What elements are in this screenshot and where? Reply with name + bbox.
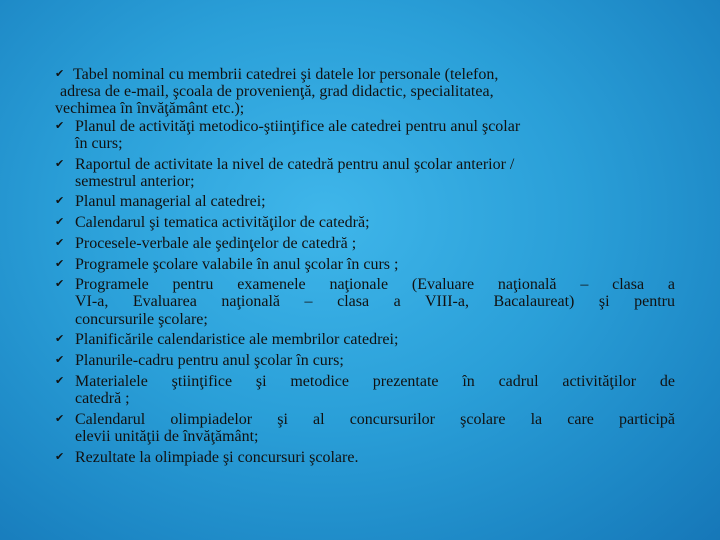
checkmark-bullet-icon: ✔ [55,67,65,80]
item-line: Procesele-verbale ale şedinţelor de catedră ; [75,234,357,252]
list-item [55,449,675,466]
intro-line-3: vechimea în învăţământ etc.); [55,100,245,118]
list-item [55,256,675,273]
item-line: Programele pentru examenele naţionale (Evaluare naţională – clasa a [75,276,675,294]
checkmark-bullet-icon: ✔ [55,353,65,367]
checkmark-bullet-icon: ✔ [55,215,65,229]
item-line: Materialele ştiinţifice şi metodice prezentate în cadrul activităţilor de [75,372,675,390]
checkmark-bullet-icon: ✔ [55,156,65,170]
intro-line-1: Tabel nominal cu membrii catedrei şi datele lor personale (telefon, [73,66,499,83]
item-line: Rezultate la olimpiade şi concursuri şcolare. [75,448,359,466]
item-line: Planificările calendaristice ale membrilor catedrei; [75,331,399,349]
checkmark-bullet-icon: ✔ [55,256,65,270]
item-line: Programele şcolare valabile în anul şcolar în curs ; [75,255,399,273]
checkmark-bullet-icon: ✔ [55,373,65,387]
item-line: concursurile şcolare; [75,310,208,328]
item-line: Raportul de activitate la nivel de catedră pentru anul şcolar anterior / [75,155,515,173]
list-item [55,235,675,252]
checkmark-bullet-icon: ✔ [55,332,65,346]
list-item [55,352,675,369]
item-line: Planurile-cadru pentru anul şcolar în curs; [75,352,344,370]
intro-line-2: adresa de e-mail, şcoala de provenienţă, grad didactic, specialitatea, [60,83,494,101]
item-line: VI-a, Evaluarea naţională – clasa a VIII-a, Bacalaureat) şi pentru [75,293,675,311]
list-item-intro [55,66,675,83]
list-item [55,411,675,445]
bullet-list [55,66,675,466]
list-item [55,276,675,328]
item-line: catedră ; [75,389,130,407]
list-item [55,331,675,348]
list-item [55,156,675,190]
item-line: în curs; [75,134,123,152]
list-item [55,193,675,210]
item-line: Calendarul olimpiadelor şi al concursurilor şcolare la care participă [75,410,675,428]
item-line: Planul de activităţi metodico-ştiinţifice ale catedrei pentru anul şcolar [75,117,521,135]
checkmark-bullet-icon: ✔ [55,118,65,132]
list-item [55,373,675,407]
list-item [55,118,675,152]
checkmark-bullet-icon: ✔ [55,411,65,425]
item-line: elevii unităţii de învăţământ; [75,427,259,445]
item-line: Calendarul şi tematica activităţilor de catedră; [75,214,370,232]
checkmark-bullet-icon: ✔ [55,449,65,463]
item-line: Planul managerial al catedrei; [75,193,266,211]
checkmark-bullet-icon: ✔ [55,194,65,208]
checkmark-bullet-icon: ✔ [55,277,65,291]
checkmark-bullet-icon: ✔ [55,235,65,249]
list-item [55,214,675,231]
item-line: semestrul anterior; [75,172,195,190]
